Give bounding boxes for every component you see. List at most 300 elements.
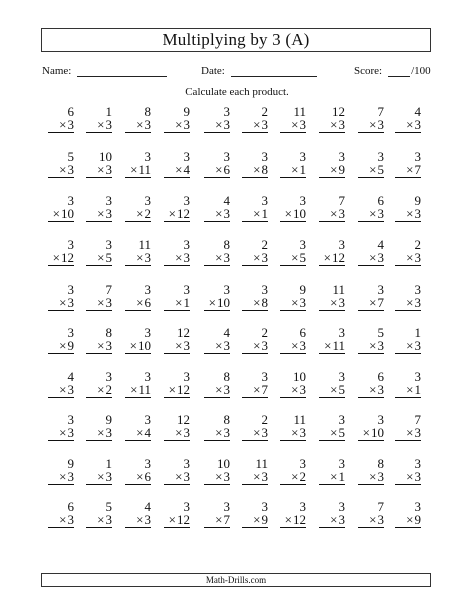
problem-r8-c10 — [385, 413, 421, 443]
multiplier: 7 — [261, 382, 268, 397]
times-sign: × — [284, 206, 292, 221]
multiplier: 1 — [261, 206, 268, 221]
multiplier-line — [204, 118, 230, 133]
multiplier-line — [86, 383, 112, 398]
multiplier-line — [395, 339, 421, 354]
multiplier-line — [358, 383, 384, 398]
times-sign: × — [97, 425, 105, 440]
multiplier: 3 — [105, 469, 112, 484]
times-sign: × — [175, 117, 183, 132]
multiplicand: 3 — [105, 237, 112, 252]
problem-r2-c8 — [309, 150, 345, 180]
multiplier-line — [48, 118, 74, 133]
times-sign: × — [291, 469, 299, 484]
multiplicand: 3 — [183, 237, 190, 252]
multiplier-line — [48, 339, 74, 354]
multiplier-line — [242, 513, 268, 528]
multiplicand: 3 — [299, 193, 306, 208]
times-sign: × — [406, 162, 414, 177]
multiplicand: 3 — [67, 325, 74, 340]
multiplier: 5 — [105, 250, 112, 265]
multiplier: 10 — [217, 295, 230, 310]
multiplier: 3 — [299, 338, 306, 353]
multiplier: 9 — [338, 162, 345, 177]
problem-r3-c7 — [270, 194, 306, 224]
problem-r6-c7 — [270, 326, 306, 356]
problem-r7-c10 — [385, 370, 421, 400]
multiplicand: 3 — [144, 193, 151, 208]
problem-r4-c10 — [385, 238, 421, 268]
multiplier-line — [395, 470, 421, 485]
multiplicand: 11 — [293, 412, 306, 427]
multiplicand: 9 — [67, 456, 74, 471]
multiplicand: 3 — [299, 237, 306, 252]
problem-r9-c1 — [38, 457, 74, 487]
multiplier-line — [86, 470, 112, 485]
problem-r3-c1 — [38, 194, 74, 224]
times-sign: × — [406, 425, 414, 440]
multiplier: 9 — [67, 338, 74, 353]
problem-r5-c3 — [115, 283, 151, 313]
times-sign: × — [330, 295, 338, 310]
multiplier: 5 — [299, 250, 306, 265]
multiplicand: 3 — [261, 149, 268, 164]
multiplicand: 3 — [261, 282, 268, 297]
problem-r8-c6 — [232, 413, 268, 443]
multiplicand: 3 — [223, 499, 230, 514]
problem-r6-c1 — [38, 326, 74, 356]
problem-r4-c6 — [232, 238, 268, 268]
times-sign: × — [330, 117, 338, 132]
times-sign: × — [253, 250, 261, 265]
multiplicand: 3 — [67, 412, 74, 427]
multiplicand: 7 — [377, 104, 384, 119]
multiplier: 7 — [377, 295, 384, 310]
times-sign: × — [130, 162, 138, 177]
times-sign: × — [253, 512, 261, 527]
multiplier-line — [319, 470, 345, 485]
times-sign: × — [291, 117, 299, 132]
times-sign: × — [330, 512, 338, 527]
times-sign: × — [97, 512, 105, 527]
multiplicand: 3 — [144, 412, 151, 427]
times-sign: × — [136, 250, 144, 265]
multiplier-line — [86, 426, 112, 441]
multiplicand: 3 — [223, 149, 230, 164]
multiplier-line — [86, 118, 112, 133]
multiplier-line — [319, 118, 345, 133]
problem-r10-c1 — [38, 500, 74, 530]
multiplier: 3 — [414, 295, 421, 310]
problem-r4-c2 — [76, 238, 112, 268]
multiplicand: 7 — [414, 412, 421, 427]
multiplicand: 3 — [144, 282, 151, 297]
multiplicand: 4 — [223, 193, 230, 208]
problem-r3-c4 — [154, 194, 190, 224]
multiplier-line — [358, 339, 384, 354]
problem-r7-c2 — [76, 370, 112, 400]
times-sign: × — [406, 338, 414, 353]
problem-r3-c9 — [348, 194, 384, 224]
multiplier-line — [125, 118, 151, 133]
times-sign: × — [330, 206, 338, 221]
multiplier-line — [164, 383, 190, 398]
times-sign: × — [406, 206, 414, 221]
multiplier-line — [125, 339, 151, 354]
times-sign: × — [215, 117, 223, 132]
multiplier-line — [242, 383, 268, 398]
problem-r5-c8 — [309, 283, 345, 313]
times-sign: × — [369, 512, 377, 527]
times-sign: × — [330, 382, 338, 397]
times-sign: × — [52, 250, 60, 265]
multiplier-line — [204, 163, 230, 178]
multiplicand: 3 — [414, 282, 421, 297]
multiplier-line — [48, 207, 74, 222]
times-sign: × — [175, 162, 183, 177]
problem-r2-c3 — [115, 150, 151, 180]
times-sign: × — [168, 512, 176, 527]
multiplier: 3 — [144, 512, 151, 527]
multiplier-line — [164, 296, 190, 311]
multiplicand: 3 — [144, 149, 151, 164]
times-sign: × — [406, 117, 414, 132]
multiplier-line — [125, 207, 151, 222]
multiplier-line — [358, 118, 384, 133]
multiplicand: 3 — [414, 499, 421, 514]
multiplier-line — [280, 513, 306, 528]
multiplier-line — [319, 296, 345, 311]
multiplicand: 5 — [105, 499, 112, 514]
multiplicand: 6 — [377, 193, 384, 208]
problem-r7-c8 — [309, 370, 345, 400]
multiplicand: 3 — [414, 149, 421, 164]
date-label: Date: — [201, 65, 225, 77]
multiplier-line — [358, 513, 384, 528]
multiplicand: 3 — [144, 325, 151, 340]
problem-r5-c10 — [385, 283, 421, 313]
multiplicand: 11 — [332, 282, 345, 297]
times-sign: × — [215, 425, 223, 440]
multiplier: 3 — [377, 382, 384, 397]
multiplier: 3 — [261, 425, 268, 440]
multiplicand: 3 — [105, 369, 112, 384]
multiplicand: 3 — [261, 193, 268, 208]
times-sign: × — [175, 425, 183, 440]
multiplier-line — [204, 383, 230, 398]
multiplicand: 11 — [138, 237, 151, 252]
multiplicand: 8 — [144, 104, 151, 119]
multiplicand: 3 — [377, 149, 384, 164]
multiplier: 3 — [67, 162, 74, 177]
multiplier: 2 — [105, 382, 112, 397]
times-sign: × — [59, 295, 67, 310]
multiplicand: 1 — [414, 325, 421, 340]
problem-r4-c1 — [38, 238, 74, 268]
multiplicand: 9 — [183, 104, 190, 119]
multiplier: 3 — [144, 250, 151, 265]
times-sign: × — [59, 382, 67, 397]
times-sign: × — [291, 425, 299, 440]
multiplicand: 6 — [67, 499, 74, 514]
problem-r3-c6 — [232, 194, 268, 224]
problem-r2-c2 — [76, 150, 112, 180]
multiplier: 3 — [377, 250, 384, 265]
multiplicand: 7 — [377, 499, 384, 514]
multiplier: 2 — [299, 469, 306, 484]
multiplier: 1 — [299, 162, 306, 177]
multiplier: 6 — [223, 162, 230, 177]
problem-r7-c1 — [38, 370, 74, 400]
times-sign: × — [175, 338, 183, 353]
times-sign: × — [253, 206, 261, 221]
problem-r10-c3 — [115, 500, 151, 530]
multiplicand: 2 — [261, 104, 268, 119]
instructions: Calculate each product. — [185, 86, 289, 98]
times-sign: × — [215, 162, 223, 177]
problem-r9-c4 — [154, 457, 190, 487]
multiplier: 3 — [223, 206, 230, 221]
multiplier: 3 — [299, 382, 306, 397]
problem-r8-c7 — [270, 413, 306, 443]
problem-r2-c9 — [348, 150, 384, 180]
problem-r6-c6 — [232, 326, 268, 356]
multiplier: 9 — [261, 512, 268, 527]
problem-r7-c7 — [270, 370, 306, 400]
multiplier: 3 — [414, 338, 421, 353]
multiplier-line — [125, 296, 151, 311]
multiplier: 3 — [67, 469, 74, 484]
multiplier: 7 — [223, 512, 230, 527]
multiplier: 3 — [414, 206, 421, 221]
multiplier-line — [204, 513, 230, 528]
times-sign: × — [291, 382, 299, 397]
multiplicand: 3 — [183, 369, 190, 384]
multiplier-line — [358, 207, 384, 222]
multiplier: 3 — [377, 117, 384, 132]
multiplier: 3 — [223, 469, 230, 484]
multiplicand: 3 — [105, 193, 112, 208]
multiplicand: 1 — [105, 456, 112, 471]
times-sign: × — [59, 425, 67, 440]
multiplier-line — [125, 513, 151, 528]
multiplicand: 3 — [144, 456, 151, 471]
problem-r9-c8 — [309, 457, 345, 487]
multiplier: 1 — [183, 295, 190, 310]
multiplier: 3 — [261, 338, 268, 353]
multiplier: 3 — [377, 338, 384, 353]
times-sign: × — [369, 338, 377, 353]
problem-r9-c6 — [232, 457, 268, 487]
times-sign: × — [324, 338, 332, 353]
multiplier-line — [204, 339, 230, 354]
multiplicand: 3 — [183, 193, 190, 208]
multiplicand: 1 — [105, 104, 112, 119]
multiplier: 3 — [223, 338, 230, 353]
multiplier: 12 — [177, 206, 190, 221]
times-sign: × — [291, 295, 299, 310]
times-sign: × — [175, 469, 183, 484]
multiplier: 3 — [105, 117, 112, 132]
multiplicand: 3 — [183, 149, 190, 164]
multiplier: 10 — [138, 338, 151, 353]
problem-r6-c3 — [115, 326, 151, 356]
times-sign: × — [215, 382, 223, 397]
problem-r7-c3 — [115, 370, 151, 400]
times-sign: × — [406, 295, 414, 310]
times-sign: × — [97, 162, 105, 177]
multiplier: 3 — [414, 117, 421, 132]
multiplicand: 9 — [105, 412, 112, 427]
times-sign: × — [136, 469, 144, 484]
multiplicand: 3 — [338, 412, 345, 427]
problem-r6-c10 — [385, 326, 421, 356]
multiplier-line — [164, 163, 190, 178]
multiplier-line — [319, 426, 345, 441]
multiplier: 3 — [223, 382, 230, 397]
multiplier-line — [86, 163, 112, 178]
multiplicand: 12 — [332, 104, 345, 119]
problem-r10-c6 — [232, 500, 268, 530]
multiplier: 3 — [299, 425, 306, 440]
multiplicand: 3 — [338, 325, 345, 340]
times-sign: × — [291, 250, 299, 265]
times-sign: × — [369, 469, 377, 484]
problem-r9-c3 — [115, 457, 151, 487]
problem-r1-c1 — [38, 105, 74, 135]
problem-r10-c5 — [194, 500, 230, 530]
multiplicand: 12 — [177, 412, 190, 427]
problem-r5-c9 — [348, 283, 384, 313]
problem-r6-c9 — [348, 326, 384, 356]
multiplier: 3 — [223, 117, 230, 132]
problem-r3-c5 — [194, 194, 230, 224]
times-sign: × — [97, 117, 105, 132]
multiplier: 3 — [105, 162, 112, 177]
multiplicand: 3 — [414, 456, 421, 471]
problem-r8-c1 — [38, 413, 74, 443]
multiplier-line — [204, 296, 230, 311]
times-sign: × — [253, 469, 261, 484]
times-sign: × — [330, 425, 338, 440]
problem-r3-c2 — [76, 194, 112, 224]
times-sign: × — [369, 250, 377, 265]
multiplier-line — [395, 513, 421, 528]
problem-r4-c7 — [270, 238, 306, 268]
multiplicand: 3 — [67, 282, 74, 297]
problem-r10-c2 — [76, 500, 112, 530]
times-sign: × — [291, 338, 299, 353]
multiplicand: 10 — [293, 369, 306, 384]
times-sign: × — [136, 206, 144, 221]
multiplicand: 3 — [67, 237, 74, 252]
problem-r9-c5 — [194, 457, 230, 487]
times-sign: × — [130, 382, 138, 397]
multiplicand: 3 — [299, 149, 306, 164]
multiplicand: 8 — [105, 325, 112, 340]
times-sign: × — [330, 162, 338, 177]
problem-r5-c6 — [232, 283, 268, 313]
multiplier: 3 — [67, 512, 74, 527]
multiplier: 10 — [61, 206, 74, 221]
multiplier: 3 — [67, 295, 74, 310]
multiplier-line — [204, 470, 230, 485]
multiplier-line — [319, 513, 345, 528]
problem-r3-c8 — [309, 194, 345, 224]
multiplicand: 3 — [183, 282, 190, 297]
multiplier-line — [395, 383, 421, 398]
problem-r1-c7 — [270, 105, 306, 135]
multiplier-line — [204, 426, 230, 441]
problem-r2-c4 — [154, 150, 190, 180]
multiplicand: 3 — [299, 499, 306, 514]
problem-r10-c9 — [348, 500, 384, 530]
multiplier: 2 — [144, 206, 151, 221]
problem-r7-c6 — [232, 370, 268, 400]
problem-r10-c7 — [270, 500, 306, 530]
multiplier: 12 — [293, 512, 306, 527]
multiplier-line — [395, 426, 421, 441]
multiplier: 3 — [261, 469, 268, 484]
problem-r8-c2 — [76, 413, 112, 443]
multiplicand: 6 — [67, 104, 74, 119]
problem-r4-c9 — [348, 238, 384, 268]
multiplicand: 3 — [183, 456, 190, 471]
problem-r9-c7 — [270, 457, 306, 487]
times-sign: × — [208, 295, 216, 310]
multiplier-line — [164, 426, 190, 441]
problem-r8-c3 — [115, 413, 151, 443]
times-sign: × — [97, 295, 105, 310]
multiplier: 3 — [223, 250, 230, 265]
multiplicand: 10 — [217, 456, 230, 471]
times-sign: × — [136, 425, 144, 440]
multiplier: 3 — [414, 425, 421, 440]
times-sign: × — [136, 512, 144, 527]
multiplier: 3 — [414, 469, 421, 484]
multiplicand: 3 — [67, 193, 74, 208]
problem-r2-c7 — [270, 150, 306, 180]
times-sign: × — [97, 382, 105, 397]
multiplier: 3 — [299, 295, 306, 310]
multiplicand: 8 — [377, 456, 384, 471]
times-sign: × — [253, 295, 261, 310]
multiplier-line — [280, 163, 306, 178]
multiplier: 8 — [261, 295, 268, 310]
multiplier: 11 — [138, 382, 151, 397]
multiplicand: 4 — [377, 237, 384, 252]
problem-r7-c5 — [194, 370, 230, 400]
problem-r5-c5 — [194, 283, 230, 313]
multiplier: 5 — [338, 425, 345, 440]
multiplier-line — [242, 118, 268, 133]
multiplicand: 3 — [338, 237, 345, 252]
multiplier: 10 — [371, 425, 384, 440]
problem-r1-c10 — [385, 105, 421, 135]
multiplier-line — [280, 426, 306, 441]
times-sign: × — [97, 250, 105, 265]
multiplicand: 8 — [223, 369, 230, 384]
times-sign: × — [406, 512, 414, 527]
multiplier-line — [86, 339, 112, 354]
multiplicand: 3 — [338, 369, 345, 384]
times-sign: × — [59, 469, 67, 484]
multiplier: 3 — [183, 338, 190, 353]
multiplier: 3 — [105, 206, 112, 221]
multiplier-line — [86, 296, 112, 311]
multiplier: 12 — [61, 250, 74, 265]
multiplicand: 3 — [377, 412, 384, 427]
